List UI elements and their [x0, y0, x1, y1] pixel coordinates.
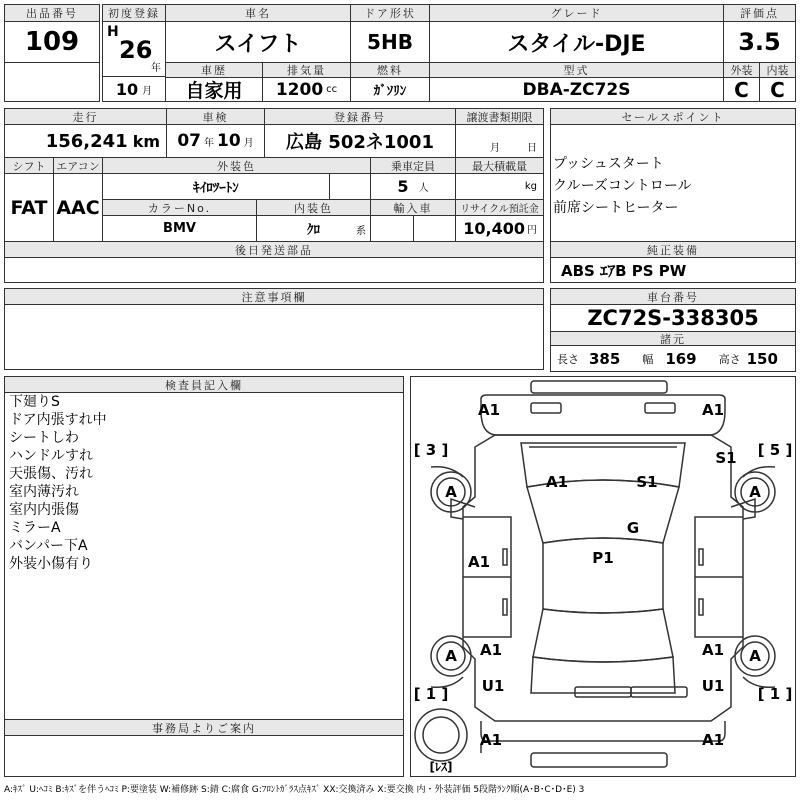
dmg-rear-left-a1: A1	[479, 641, 503, 659]
length-label: 長さ	[557, 352, 579, 366]
ext-color-blank	[329, 173, 371, 200]
sales-point: クルーズコントロール	[553, 178, 692, 194]
int-header: 内装	[759, 62, 796, 78]
history-header: 車歴	[165, 62, 263, 78]
dmg-left-door: A1	[467, 553, 491, 571]
equip-header: 純正装備	[550, 241, 796, 258]
first-reg-cell	[102, 21, 166, 77]
door-type: 5HB	[350, 21, 430, 63]
dmg-roof: P1	[592, 549, 614, 567]
insp-month: 10	[217, 131, 241, 151]
dmg-rear-right-u1: U1	[701, 677, 725, 695]
era-label: H	[107, 24, 119, 40]
ext-header: 外装	[723, 62, 760, 78]
displacement-cell	[262, 77, 351, 102]
transfer-day: 日	[527, 143, 537, 154]
height-value: 150	[746, 349, 778, 368]
caution-header: 注意事項欄	[4, 288, 544, 305]
chassis-header: 車台番号	[550, 288, 796, 305]
shift: FAT	[4, 173, 54, 242]
dmg-hood-right: S1	[636, 473, 658, 491]
inspector-note: 室内内張傷	[9, 502, 79, 518]
mileage-cell	[4, 124, 167, 158]
lot-no-header: 出品番号	[4, 4, 100, 22]
ext-color-header: 外装色	[102, 157, 371, 174]
rear-count-left: [ 1 ]	[413, 685, 449, 703]
reg-year: 26	[119, 36, 153, 64]
import-cell-a	[370, 215, 414, 242]
tire-rear-right: A	[749, 647, 761, 665]
dims-header: 諸元	[550, 331, 796, 346]
transfer-cell	[455, 124, 544, 158]
grade-header: グレード	[429, 4, 724, 22]
import-header: 輸入車	[370, 199, 456, 216]
dmg-rear-left-u1: U1	[481, 677, 505, 695]
length-value: 385	[589, 349, 621, 368]
damage-legend: A:ｷｽﾞ U:ﾍｺﾐ B:ｷｽﾞを伴うﾍｺﾐ P:要塗装 W:補修跡 S:錆 C:腐食 G:ﾌﾛﾝﾄｶﾞﾗｽ点ｷｽﾞ XX:交換済み X:要交換 内・外装評価 5段階ﾗﾝｸ順(A･B･C･D･E) 3	[4, 785, 585, 795]
shift-header: シフト	[4, 157, 54, 174]
office-header: 事務局よりご案内	[4, 719, 404, 736]
later-parts-box	[4, 257, 544, 283]
score-header: 評価点	[723, 4, 796, 22]
width-value: 169	[665, 349, 697, 368]
car-diagram	[411, 377, 795, 776]
fuel-header: 燃料	[350, 62, 430, 78]
fuel: ｶﾞｿﾘﾝ	[350, 77, 430, 102]
inspector-notes	[9, 393, 107, 573]
tire-front-right: A	[749, 483, 761, 501]
ext-color: ｷｲﾛﾂｰﾄﾝ	[102, 173, 330, 200]
month-unit: 月	[142, 85, 153, 97]
rear-count-right: [ 1 ]	[757, 685, 793, 703]
ac-header: エアコン	[53, 157, 103, 174]
first-reg-header: 初度登録	[102, 4, 166, 22]
inspection-header: 車検	[166, 108, 265, 125]
km-unit: km	[132, 131, 160, 151]
capacity-cell	[370, 173, 456, 200]
import-cell-b	[413, 215, 456, 242]
displacement-header: 排気量	[262, 62, 351, 78]
transfer-header: 譲渡書類期限	[455, 108, 544, 125]
dmg-rear-bumper-left: A1	[479, 731, 503, 749]
year-unit: 年	[151, 63, 161, 74]
inspector-note: 下廻りS	[9, 394, 60, 410]
load-unit: kg	[524, 181, 537, 192]
int-color-cell	[256, 215, 371, 242]
height-label: 高さ	[718, 352, 741, 366]
inspector-note: ハンドルすれ	[9, 448, 93, 464]
load-header: 最大積載量	[455, 157, 544, 174]
dmg-windshield: G	[626, 519, 640, 537]
insp-month-unit: 月	[243, 137, 254, 149]
overall-score: 3.5	[723, 21, 796, 63]
inspector-note: バンパー下A	[9, 538, 88, 554]
equipment: ABS ｴｱB PS PW	[550, 257, 796, 283]
recycle-cell	[455, 215, 544, 242]
model-header: 型式	[429, 62, 724, 78]
color-no: BMV	[102, 215, 257, 242]
sales-points-box	[550, 124, 796, 242]
model-code: DBA-ZC72S	[429, 77, 724, 102]
inspector-note: 天張傷、汚れ	[9, 466, 93, 482]
sales-point: 前席シートヒーター	[553, 200, 679, 216]
recycle-amount: 10,400	[463, 219, 525, 238]
sales-points-list	[553, 153, 692, 219]
mileage-header: 走行	[4, 108, 167, 125]
insp-year: 07	[177, 131, 201, 151]
inspector-note: 室内薄汚れ	[9, 484, 79, 500]
dims-cell	[550, 345, 796, 372]
transfer-month: 月	[490, 143, 500, 154]
later-parts-header: 後日発送部品	[4, 241, 544, 258]
sales-header: セールスポイント	[550, 108, 796, 125]
cc-unit: cc	[326, 84, 338, 95]
mileage: 156,241	[45, 130, 128, 152]
int-color-header: 内装色	[256, 199, 371, 216]
tire-front-left: A	[445, 483, 457, 501]
inspector-note: ドア内張すれ中	[9, 412, 107, 428]
caution-box	[4, 304, 544, 370]
color-no-header: カラーNo.	[102, 199, 257, 216]
recycle-header: リサイクル預託金	[455, 199, 544, 216]
inspector-note: ミラーA	[9, 520, 61, 536]
int-color: ｸﾛ	[307, 223, 320, 238]
dmg-front-right: A1	[701, 401, 725, 419]
inspector-box	[4, 392, 404, 720]
office-box	[4, 735, 404, 777]
spare-tire-label: [ﾚｽ]	[429, 760, 453, 774]
inspector-header: 検査員記入欄	[4, 376, 404, 393]
insp-year-unit: 年	[204, 137, 214, 149]
width-label: 幅	[642, 352, 654, 366]
inspector-note: 外装小傷有り	[9, 556, 93, 572]
grade: スタイル-DJE	[429, 21, 724, 63]
plate-number: 広島 502ネ1001	[264, 124, 456, 158]
dmg-front-left: A1	[477, 401, 501, 419]
capacity: 5	[397, 177, 409, 196]
dmg-right-fender: S1	[715, 449, 737, 467]
tire-rear-left: A	[445, 647, 457, 665]
reg-month: 10	[115, 79, 139, 99]
displacement: 1200	[275, 79, 324, 100]
reg-month-cell	[102, 76, 166, 102]
chassis-number: ZC72S-338305	[550, 304, 796, 332]
sales-point: プッシュスタート	[553, 156, 664, 172]
door-header: ドア形状	[350, 4, 430, 22]
dmg-rear-bumper-right: A1	[701, 731, 725, 749]
car-name: スイフト	[165, 21, 351, 63]
history: 自家用	[165, 77, 263, 102]
car-name-header: 車名	[165, 4, 351, 22]
lot-blank	[4, 62, 100, 102]
inspector-note: シートしわ	[9, 430, 79, 446]
air-conditioner: AAC	[53, 173, 103, 242]
int-color-suffix: 系	[356, 226, 366, 237]
dmg-rear-right-a1: A1	[701, 641, 725, 659]
capacity-header: 乗車定員	[370, 157, 456, 174]
dmg-hood-left: A1	[545, 473, 569, 491]
inspection-cell	[166, 124, 265, 158]
capacity-unit: 人	[418, 183, 429, 194]
load-cell	[455, 173, 544, 200]
int-grade: C	[759, 77, 796, 102]
lot-number: 109	[4, 21, 100, 63]
tire-count-left: [ 3 ]	[413, 441, 449, 459]
ext-grade: C	[723, 77, 760, 102]
plate-header: 登録番号	[264, 108, 456, 125]
car-diagram-box	[410, 376, 796, 777]
tire-count-right: [ 5 ]	[757, 441, 793, 459]
yen-unit: 円	[527, 225, 537, 236]
